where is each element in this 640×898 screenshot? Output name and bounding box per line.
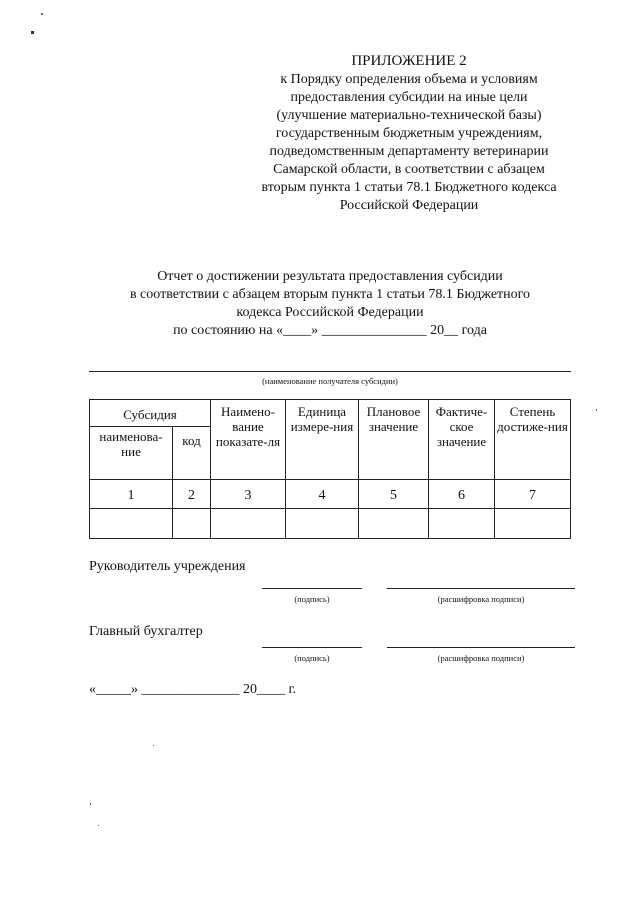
column-number: 4	[286, 480, 359, 509]
subsidy-name-header: наименова-ние	[90, 427, 173, 480]
report-title-line: в соответствии с абзацем вторым пункта 1 статьи 78.1 Бюджетного	[129, 287, 531, 302]
accountant-signature-line[interactable]	[262, 647, 362, 648]
table-cell[interactable]	[429, 509, 495, 539]
appendix-line: Самарской области, в соответствии с абзацем	[273, 162, 545, 177]
appendix-line: предоставления субсидии на иные цели	[290, 90, 528, 105]
appendix-line: государственным бюджетным учреждениям,	[275, 126, 543, 141]
report-date-line: по состоянию на «____» _______________ 20__ года	[173, 323, 487, 338]
achievement-degree-header: Степень достиже-ния	[495, 400, 571, 480]
column-number: 6	[429, 480, 495, 509]
accountant-decoding-line[interactable]	[387, 647, 575, 648]
head-label: Руководитель учреждения	[89, 559, 246, 574]
unit-header: Единица измере-ния	[286, 400, 359, 480]
table-cell[interactable]	[495, 509, 571, 539]
report-table	[89, 399, 571, 539]
column-number: 2	[173, 480, 211, 509]
table-cell[interactable]	[211, 509, 286, 539]
accountant-label: Главный бухгалтер	[89, 624, 203, 639]
subsidy-header: Субсидия	[90, 400, 211, 427]
appendix-header	[244, 52, 574, 215]
head-signature-line[interactable]	[262, 588, 362, 589]
scan-speck	[41, 13, 43, 15]
appendix-line: Российской Федерации	[339, 198, 479, 213]
scan-speck	[98, 825, 99, 826]
head-signature-caption: (подпись)	[294, 594, 330, 604]
table-cell[interactable]	[173, 509, 211, 539]
column-number: 7	[495, 480, 571, 509]
head-decoding-caption: (расшифровка подписи)	[437, 594, 525, 604]
indicator-name-header: Наимено-вание показате-ля	[211, 400, 286, 480]
head-decoding-line[interactable]	[387, 588, 575, 589]
signing-date-line[interactable]: «_____» ______________ 20____ г.	[89, 682, 297, 697]
appendix-line: подведомственным департаменту ветеринарии	[269, 144, 549, 159]
appendix-line: вторым пункта 1 статьи 78.1 Бюджетного кодекса	[261, 180, 557, 195]
scan-speck	[153, 745, 154, 746]
accountant-signature-caption: (подпись)	[294, 653, 330, 663]
recipient-name-line[interactable]	[89, 371, 571, 372]
report-title	[90, 268, 570, 340]
report-title-line: кодекса Российской Федерации	[236, 305, 424, 320]
table-cell[interactable]	[359, 509, 429, 539]
appendix-title: ПРИЛОЖЕНИЕ 2	[351, 53, 467, 69]
scan-speck	[596, 409, 597, 411]
column-number: 3	[211, 480, 286, 509]
column-number: 1	[90, 480, 173, 509]
accountant-decoding-caption: (расшифровка подписи)	[437, 653, 525, 663]
recipient-caption: (наименование получателя субсидии)	[262, 376, 398, 386]
table-cell[interactable]	[90, 509, 173, 539]
table-cell[interactable]	[286, 509, 359, 539]
appendix-line: (улучшение материально-технической базы)	[276, 108, 542, 123]
scan-speck	[31, 31, 34, 34]
subsidy-code-header: код	[173, 427, 211, 480]
column-number: 5	[359, 480, 429, 509]
appendix-line: к Порядку определения объема и условиям	[280, 72, 538, 87]
planned-value-header: Плановое значение	[359, 400, 429, 480]
report-title-line: Отчет о достижении результата предоставления субсидии	[157, 269, 503, 284]
scan-speck	[90, 803, 91, 805]
actual-value-header: Фактиче-ское значение	[429, 400, 495, 480]
